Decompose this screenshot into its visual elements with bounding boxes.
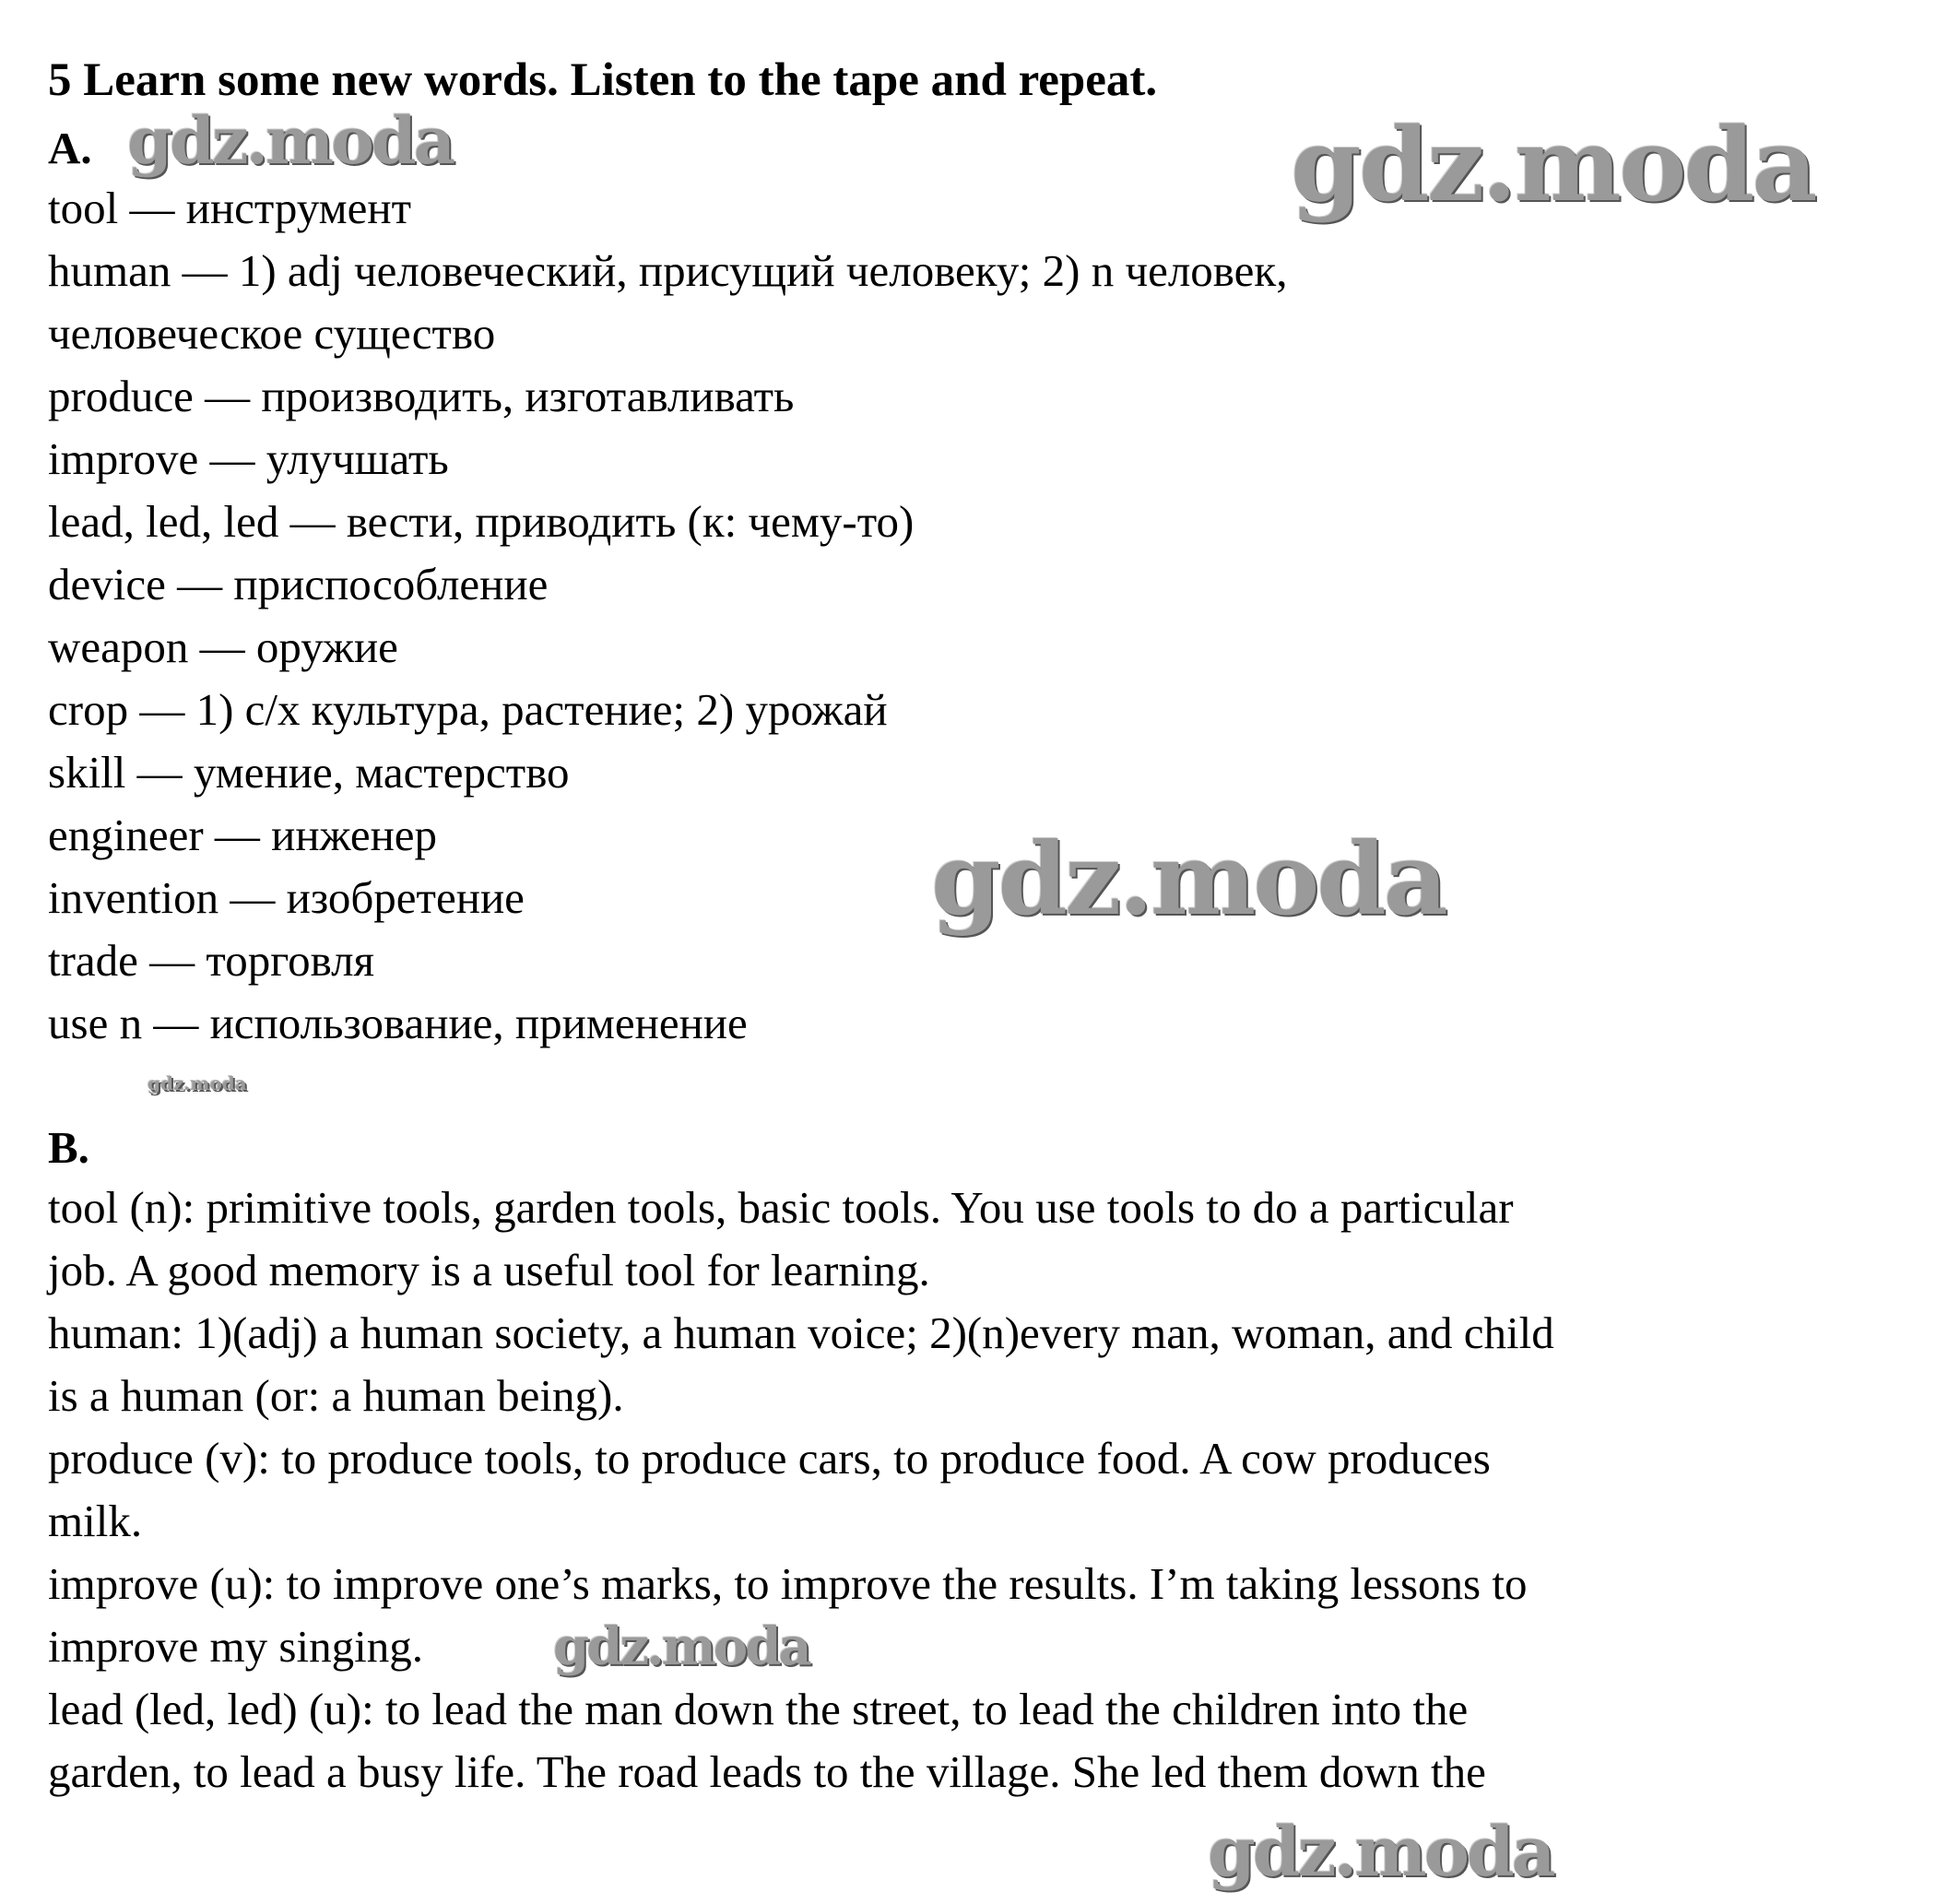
list-item: человеческое существо: [48, 308, 496, 359]
section-b-examples: [48, 1177, 1554, 1803]
list-item: crop — 1) с/х культура, растение; 2) урожай: [48, 684, 888, 735]
watermark: gdz.moda: [127, 102, 454, 179]
watermark: gdz.moda: [148, 1072, 247, 1094]
exercise-title: 5 Learn some new words. Listen to the tape and repeat.: [48, 54, 1158, 106]
list-item: job. A good memory is a useful tool for learning.: [48, 1245, 930, 1295]
watermark: gdz.moda: [553, 1616, 809, 1677]
watermark: gdz.moda: [1291, 105, 1815, 224]
list-item: human: 1)(adj) a human society, a human voice; 2)(n)every man, woman, and child: [48, 1307, 1554, 1358]
list-item: trade — торговля: [48, 935, 375, 986]
list-item: human — 1) adj человеческий, присущий человеку; 2) n человек,: [48, 245, 1288, 296]
list-item: tool — инструмент: [48, 183, 412, 233]
section-b-label: B.: [48, 1122, 89, 1173]
list-item: use n — использование, применение: [48, 998, 748, 1048]
list-item: improve (u): to improve one’s marks, to improve the results. I’m taking lessons to: [48, 1558, 1528, 1609]
list-item: improve my singing.: [48, 1621, 423, 1672]
list-item: weapon — оружие: [48, 621, 398, 672]
list-item: milk.: [48, 1496, 143, 1546]
list-item: invention — изобретение: [48, 872, 525, 923]
list-item: is a human (or: a human being).: [48, 1370, 624, 1421]
section-a-label: A.: [48, 123, 92, 173]
list-item: produce (v): to produce tools, to produce cars, to produce food. A cow produces: [48, 1433, 1491, 1484]
list-item: tool (n): primitive tools, garden tools, basic tools. You use tools to do a particular: [48, 1182, 1514, 1233]
list-item: device — приспособление: [48, 559, 549, 609]
list-item: skill — умение, мастерство: [48, 747, 570, 798]
list-item: lead (led, led) (u): to lead the man down the street, to lead the children into the: [48, 1684, 1469, 1734]
watermark: gdz.moda: [931, 822, 1446, 938]
list-item: engineer — инженер: [48, 810, 438, 860]
list-item: lead, led, led — вести, приводить (к: чему-то): [48, 496, 915, 547]
list-item: garden, to lead a busy life. The road leads to the village. She led them down the: [48, 1746, 1486, 1797]
list-item: improve — улучшать: [48, 433, 449, 484]
watermark: gdz.moda: [1208, 1813, 1553, 1892]
list-item: produce — производить, изготавливать: [48, 371, 795, 421]
